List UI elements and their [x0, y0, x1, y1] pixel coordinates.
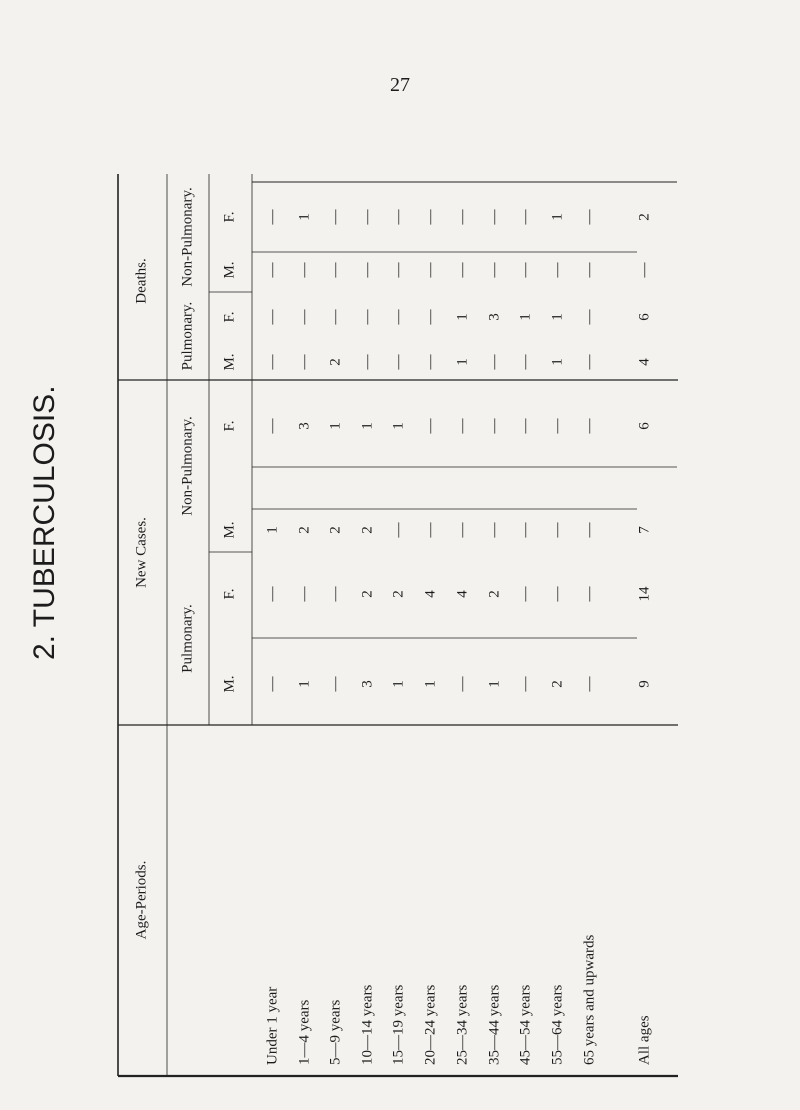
total-cell: 6 [636, 422, 653, 430]
table-cell: — [327, 586, 344, 602]
table-cell: — [517, 522, 534, 538]
table-cell: 1 [390, 680, 407, 688]
total-cell: 14 [636, 586, 653, 602]
table-cell: — [517, 262, 534, 278]
table-cell: — [486, 209, 503, 225]
table-cell: — [581, 418, 598, 434]
table-cell: — [422, 209, 439, 225]
table-cell: 1 [549, 313, 566, 321]
table-cell: — [581, 586, 598, 602]
table-cell: — [264, 209, 281, 225]
table-cell: 4 [422, 590, 439, 598]
sex-column-header: F. [221, 211, 238, 223]
age-period-label: 5—9 years [327, 999, 344, 1065]
table-cell: — [581, 676, 598, 692]
table-cell: 1 [549, 213, 566, 221]
age-period-label: 15—19 years [390, 984, 407, 1065]
table-cell: — [486, 354, 503, 370]
table-cell: 2 [486, 590, 503, 598]
table-cell: — [549, 262, 566, 278]
table-cell: — [581, 309, 598, 325]
age-period-label: 55—64 years [549, 984, 566, 1065]
table-cell: — [549, 418, 566, 434]
table-cell: — [359, 262, 376, 278]
table-cell: — [264, 586, 281, 602]
age-period-label: 20—24 years [422, 984, 439, 1065]
table-cell: — [422, 522, 439, 538]
table-cell: 4 [454, 590, 471, 598]
age-period-label: 25—34 years [454, 984, 471, 1065]
subgroup-header: Pulmonary. [179, 301, 196, 371]
table-cell: 1 [296, 680, 313, 688]
sex-column-header: M. [221, 675, 238, 693]
age-period-label: 35—44 years [486, 984, 503, 1065]
table-cell: 3 [359, 680, 376, 688]
subgroup-header: Non-Pulmonary. [179, 416, 196, 516]
table-cell: 1 [517, 313, 534, 321]
table-cell: — [390, 209, 407, 225]
table-cell: — [264, 354, 281, 370]
table-cell: — [264, 262, 281, 278]
table-cell: — [422, 418, 439, 434]
group-header: New Cases. [133, 517, 150, 588]
table-cell: — [390, 522, 407, 538]
total-cell: 2 [636, 213, 653, 221]
subgroup-header: Non-Pulmonary. [179, 187, 196, 287]
sex-column-header: M. [221, 353, 238, 371]
page-number: 27 [390, 74, 410, 96]
table-cell: — [581, 262, 598, 278]
table-cell: — [454, 209, 471, 225]
table-cell: 1 [327, 422, 344, 430]
age-period-label: 45—54 years [517, 984, 534, 1065]
table-cell: — [422, 354, 439, 370]
table-cell: — [581, 209, 598, 225]
total-row-label: All ages [636, 1015, 653, 1065]
total-cell: 6 [636, 313, 653, 321]
table-cell: 1 [359, 422, 376, 430]
table-cell: 1 [264, 526, 281, 534]
table-cell: — [517, 586, 534, 602]
table-cell: — [486, 522, 503, 538]
table-cell: — [359, 354, 376, 370]
table-cell: 1 [422, 680, 439, 688]
table-cell: — [327, 262, 344, 278]
section-heading: 2. TUBERCULOSIS. [28, 385, 61, 660]
table-cell: — [517, 418, 534, 434]
table-cell: — [549, 586, 566, 602]
subgroup-header: Pulmonary. [179, 604, 196, 673]
table-cell: — [454, 522, 471, 538]
table-cell: — [422, 262, 439, 278]
table-cell: 2 [327, 358, 344, 366]
table-cell: — [390, 309, 407, 325]
table-cell: — [517, 676, 534, 692]
table-cell: — [327, 676, 344, 692]
table-cell: 2 [296, 526, 313, 534]
total-cell: 7 [636, 526, 653, 534]
table-cell: 2 [390, 590, 407, 598]
group-header: Deaths. [133, 258, 150, 304]
table-cell: — [359, 309, 376, 325]
age-period-label: 65 years and upwards [581, 934, 598, 1065]
table-cell: — [581, 522, 598, 538]
table-cell: 1 [296, 213, 313, 221]
table-cell: — [454, 418, 471, 434]
table-cell: 1 [390, 422, 407, 430]
sex-column-header: M. [221, 261, 238, 279]
table-cell: — [486, 418, 503, 434]
table-cell: 3 [486, 313, 503, 321]
sex-column-header: M. [221, 521, 238, 539]
sex-column-header: F. [221, 311, 238, 323]
total-cell: — [636, 262, 653, 278]
table-cell: — [296, 309, 313, 325]
table-cell: — [327, 309, 344, 325]
table-cell: — [264, 309, 281, 325]
total-cell: 4 [636, 358, 653, 366]
table-cell: 2 [549, 680, 566, 688]
table-cell: — [486, 262, 503, 278]
table-cell: 2 [327, 526, 344, 534]
age-period-label: Under 1 year [264, 986, 281, 1065]
table-cell: 3 [296, 422, 313, 430]
sex-column-header: F. [221, 588, 238, 600]
table-cell: — [264, 418, 281, 434]
table-cell: — [422, 309, 439, 325]
table-cell: — [390, 354, 407, 370]
total-cell: 9 [636, 680, 653, 688]
table-cell: 1 [549, 358, 566, 366]
age-period-label: 1—4 years [296, 999, 313, 1065]
table-cell: 1 [454, 313, 471, 321]
table-cell: — [296, 586, 313, 602]
table-cell: — [296, 262, 313, 278]
table-cell: — [454, 262, 471, 278]
sex-column-header: F. [221, 420, 238, 432]
table-cell: 2 [359, 590, 376, 598]
table-cell: — [296, 354, 313, 370]
table-cell: 1 [486, 680, 503, 688]
age-periods-header: Age-Periods. [133, 860, 150, 940]
table-cell: 2 [359, 526, 376, 534]
table-cell: — [264, 676, 281, 692]
tuberculosis-table [117, 172, 679, 1078]
table-cell: — [549, 522, 566, 538]
table-cell: — [454, 676, 471, 692]
table-cell: — [581, 354, 598, 370]
table-cell: — [327, 209, 344, 225]
table-cell: — [390, 262, 407, 278]
table-cell: — [359, 209, 376, 225]
table-cell: 1 [454, 358, 471, 366]
table-cell: — [517, 209, 534, 225]
age-period-label: 10—14 years [359, 984, 376, 1065]
table-cell: — [517, 354, 534, 370]
